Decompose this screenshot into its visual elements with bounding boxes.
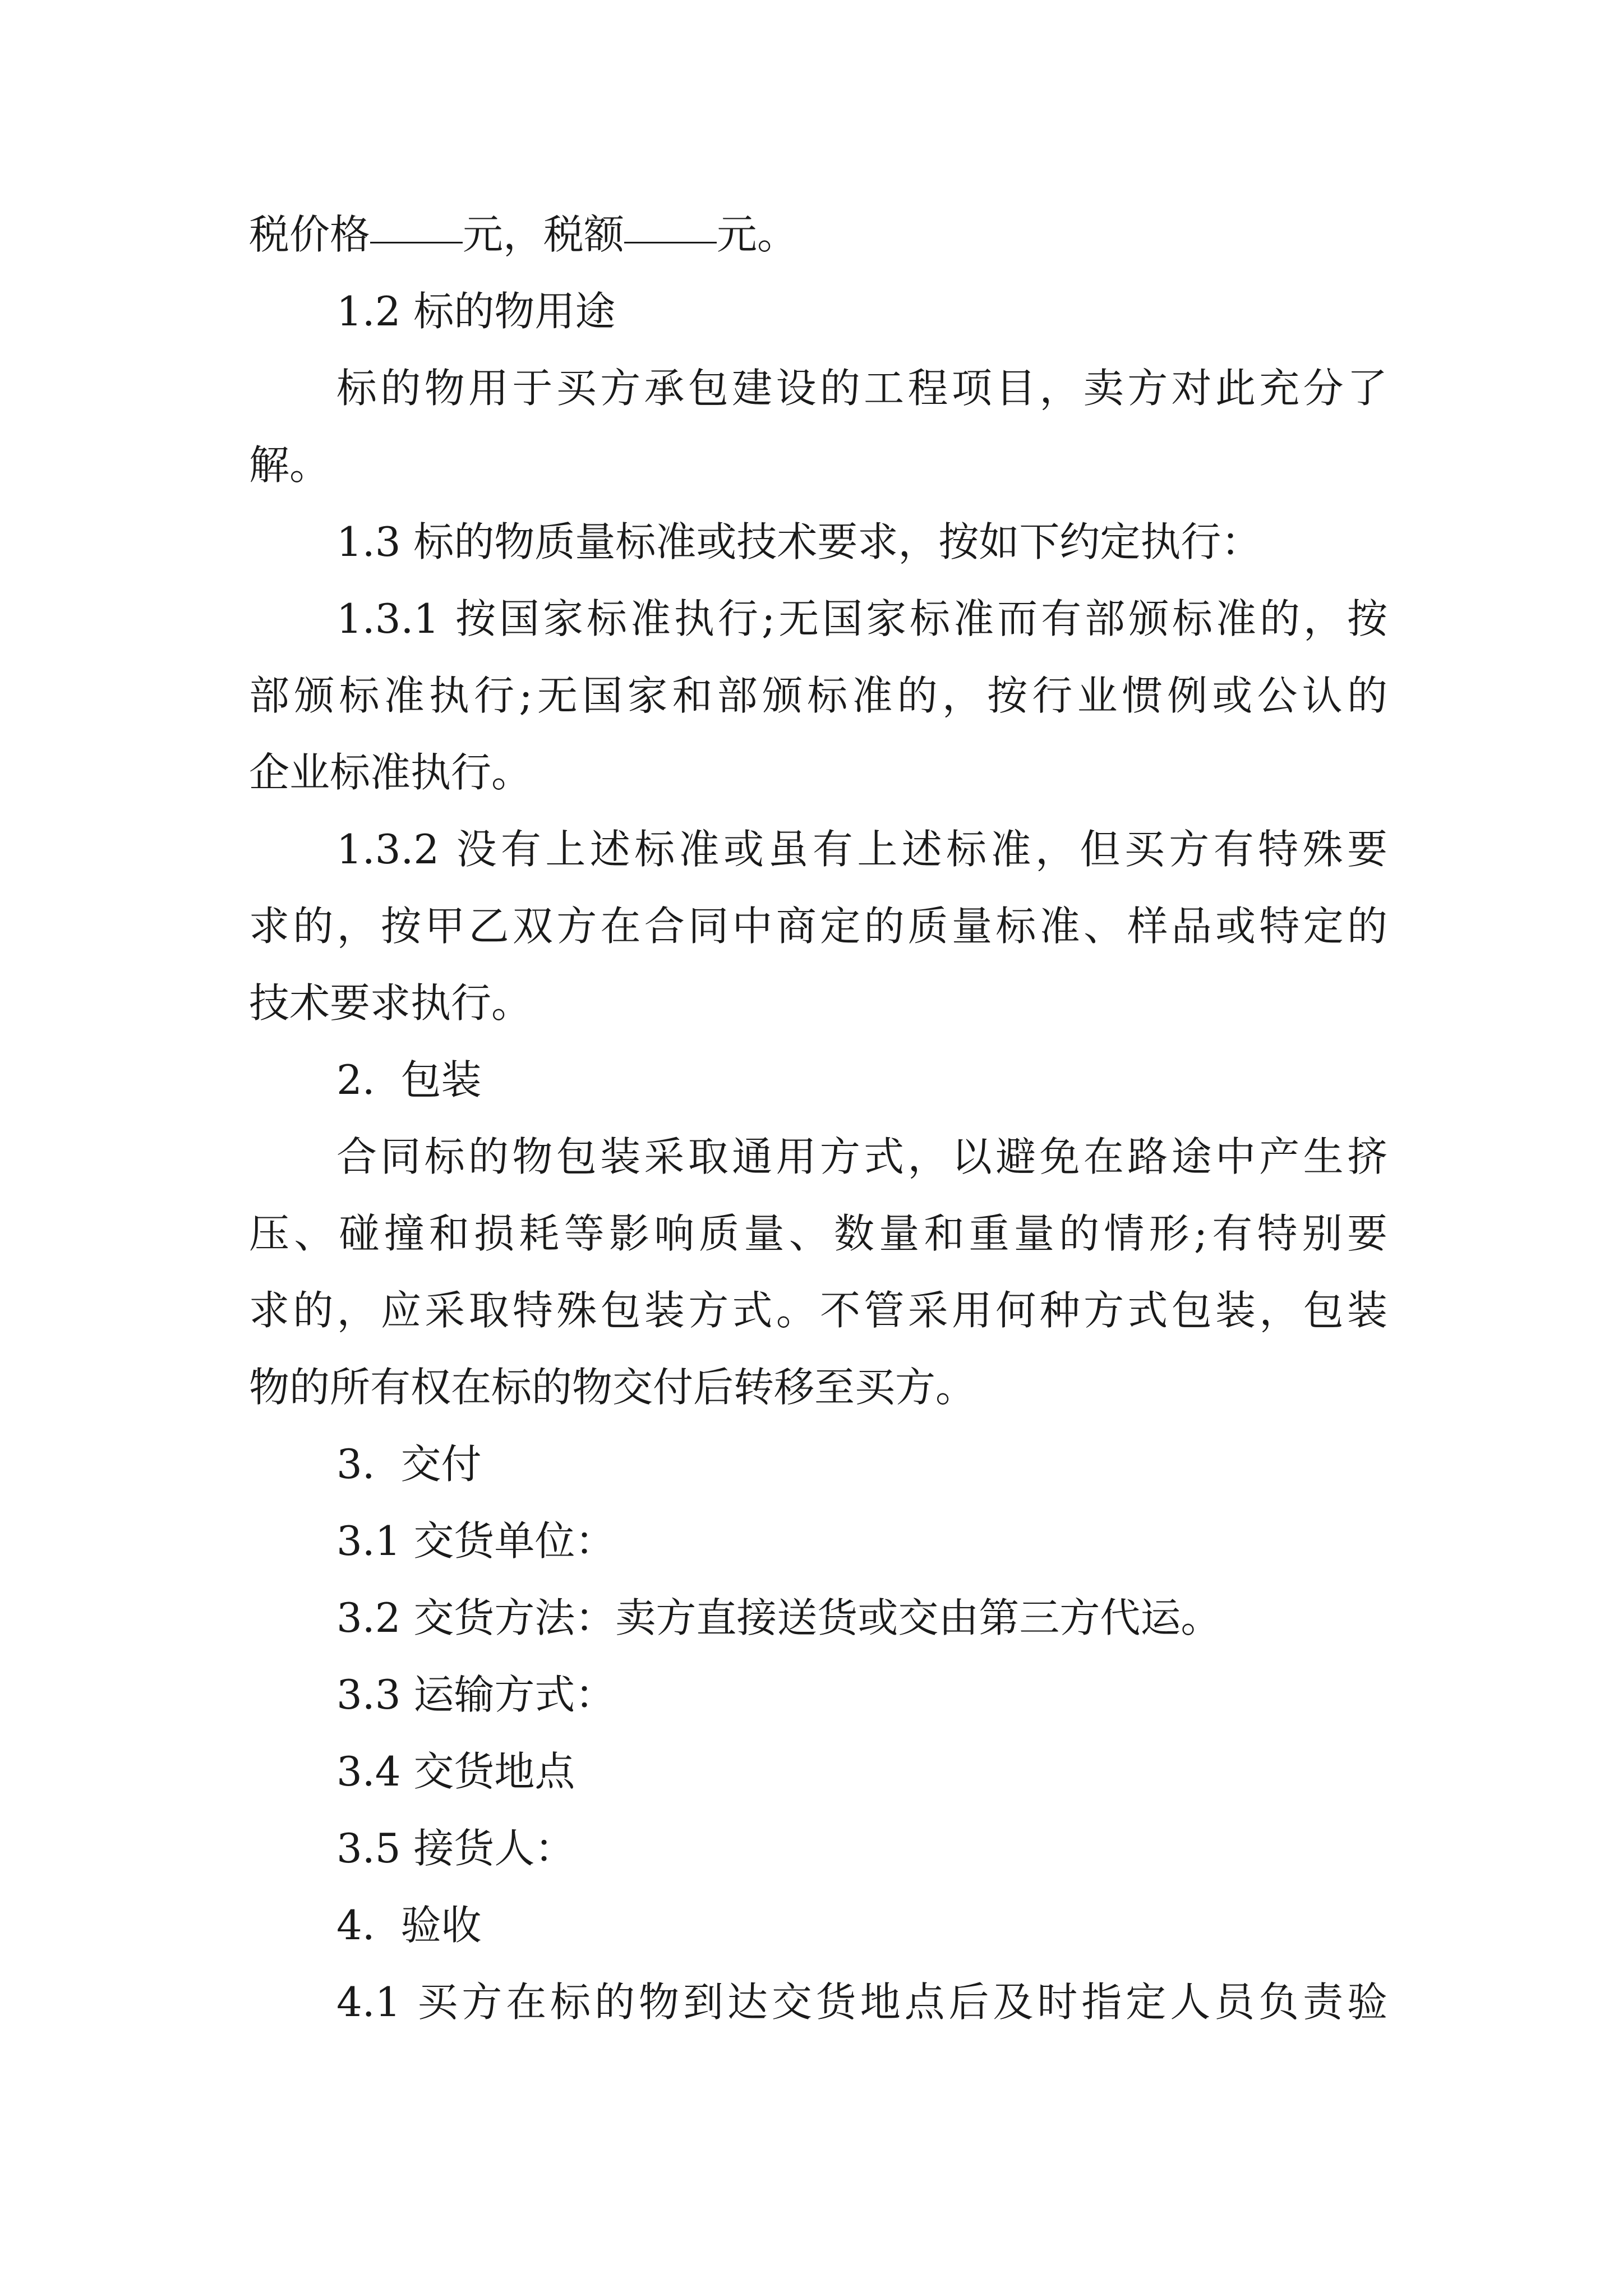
section-3-item: 3.3 运输方式： <box>336 1671 616 1718</box>
section-1-2-body-line: 解。 <box>249 441 330 489</box>
section-4-heading: 4. 验收 <box>336 1902 482 1949</box>
section-2-body-line: 合同标的物包装采取通用方式，以避免在路途中产生挤 <box>336 1133 1387 1180</box>
price-blank-field <box>370 242 463 243</box>
section-4-1-line: 4.1 买方在标的物到达交货地点后及时指定人员负责验 <box>336 1978 1387 2026</box>
section-1-3-1-line: 1.3.1 按国家标准执行;无国家标准而有部颁标准的，按 <box>336 595 1387 642</box>
section-1-3-heading: 1.3 标的物质量标准或技术要求，按如下约定执行： <box>336 518 1262 565</box>
section-1-2-body-line: 标的物用于买方承包建设的工程项目，卖方对此充分了 <box>336 365 1387 412</box>
section-3-item: 3.2 交货方法：卖方直接送货或交由第三方代运。 <box>336 1594 1221 1641</box>
tax-label: 元，税额 <box>463 211 625 258</box>
section-1-3-1-line: 企业标准执行。 <box>249 749 532 796</box>
section-2-body-line: 物的所有权在标的物交付后转移至买方。 <box>249 1364 976 1411</box>
section-1-3-2-line: 技术要求执行。 <box>249 979 532 1027</box>
price-line <box>249 196 1387 273</box>
section-2-body-line: 压、碰撞和损耗等影响质量、数量和重量的情形;有特别要 <box>249 1210 1387 1257</box>
price-line-end: 元。 <box>717 211 798 258</box>
section-1-3-1-line: 部颁标准执行;无国家和部颁标准的，按行业惯例或公认的 <box>249 672 1387 719</box>
section-1-2-heading: 1.2 标的物用途 <box>336 288 616 335</box>
section-1-3-2-line: 求的，按甲乙双方在合同中商定的质量标准、样品或特定的 <box>249 903 1387 950</box>
price-label: 税价格 <box>249 211 371 258</box>
section-3-heading: 3. 交付 <box>336 1441 482 1488</box>
section-3-item: 3.4 交货地点 <box>336 1748 575 1795</box>
document-page <box>249 196 1387 2041</box>
section-3-item: 3.1 交货单位： <box>336 1517 616 1565</box>
section-2-heading: 2. 包装 <box>336 1056 482 1103</box>
section-1-3-2-line: 1.3.2 没有上述标准或虽有上述标准，但买方有特殊要 <box>336 826 1387 873</box>
tax-blank-field <box>624 242 717 243</box>
section-2-body-line: 求的，应采取特殊包装方式。不管采用何种方式包装，包装 <box>249 1287 1387 1334</box>
section-3-item: 3.5 接货人： <box>336 1825 575 1872</box>
